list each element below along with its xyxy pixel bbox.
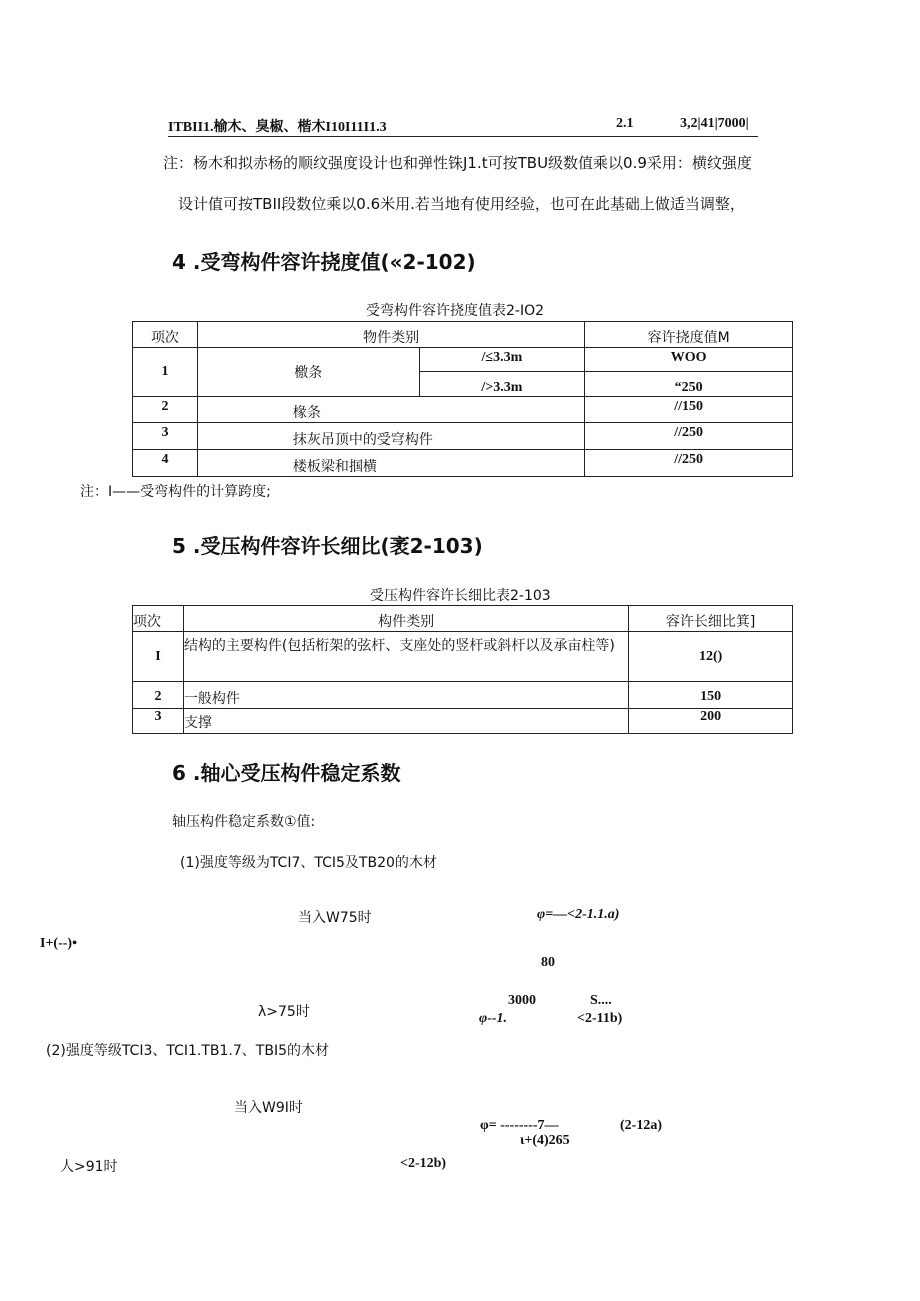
row-2-type: 椽条 [197, 397, 584, 423]
note-line-2: 设计值可按TBII段数位乘以0.6米用.若当地有使用经验，也可在此基础上做适当调整， [178, 195, 745, 213]
row-2-no: 2 [133, 682, 184, 709]
row-3-no: 3 [133, 423, 198, 450]
formula-1-left-term: I+(--)• [40, 936, 77, 951]
row-3-type: 支撑 [183, 709, 628, 734]
row-1-val-a: WOO [585, 348, 793, 372]
subsection-2-title: (2)强度等级TCI3、TCI1.TB1.7、TBI5的木材 [46, 1043, 329, 1059]
formula-2-numerator: 3000 [508, 993, 536, 1008]
subsection-1-title: (1)强度等级为TCI7、TCI5及TB20的木材 [180, 855, 437, 871]
row-3-type: 抹灰吊顶中的受穹构件 [197, 423, 584, 450]
row-3-val: //250 [585, 423, 793, 450]
table-2-102-note: 注：I——受弯构件的计算跨度; [80, 484, 271, 500]
formula-4-condition: 人>91时 [60, 1159, 118, 1175]
table-2-103-caption: 受压构件容许长细比表2-103 [370, 588, 551, 604]
row-2-val: //150 [585, 397, 793, 423]
formula-2-expression: φ--1. [479, 1011, 508, 1026]
row-3-val: 200 [629, 709, 793, 734]
row-2-val: 150 [629, 682, 793, 709]
table-2-102-caption: 受弯构件容许挠度值表2-IO2 [366, 303, 545, 319]
top-table-row [168, 116, 758, 137]
row-1-type: 结构的主要构件(包括桁架的弦杆、支座处的竖杆或斜杆以及承亩柱等) [183, 632, 628, 682]
row-1-val: 12() [629, 632, 793, 682]
section-6-heading: 6 .轴心受压构件稳定系数 [172, 761, 401, 785]
row-3-no: 3 [133, 709, 184, 734]
row-1-no: I [133, 632, 184, 682]
top-row-left: ITBII1.榆木、臭椒、楷木I10I11I1.3 [168, 120, 387, 135]
row-1-val-b: “250 [585, 372, 793, 397]
row-1-type: 檄条 [197, 348, 419, 397]
row-1-sub-b: />3.3m [419, 372, 585, 397]
section-4-heading: 4 .受弯构件容许挠度值(«2-102) [172, 250, 476, 274]
row-4-type: 楼板梁和掴横 [197, 450, 584, 477]
formula-2-s-term: S.... [590, 993, 612, 1008]
top-row-right: 3,2|41|7000| [680, 116, 749, 131]
row-2-type: 一般构件 [183, 682, 628, 709]
formula-4-reference: <2-12b) [400, 1156, 447, 1171]
formula-1-condition: 当入W75时 [298, 910, 372, 926]
header-item-no: 项次 [133, 322, 198, 348]
header-deflection: 容许挠度值M [585, 322, 793, 348]
formula-3-condition: 当入W9I时 [234, 1100, 303, 1116]
section-5-heading: 5 .受压构件容许长细比(袤2-103) [172, 534, 483, 558]
top-row-mid: 2.1 [616, 116, 634, 131]
formula-3-expression: φ= --------7— [480, 1118, 559, 1133]
formula-1-denominator: 80 [541, 955, 555, 970]
formula-2-reference: <2-11b) [577, 1011, 623, 1026]
formula-1-expression: φ=—<2-1.1.a) [537, 907, 620, 922]
header-item-no: 项次 [133, 606, 184, 632]
row-1-no: 1 [133, 348, 198, 397]
section-6-intro: 轴压构件稳定系数①值: [172, 814, 316, 830]
note-line-1: 注：杨木和拟赤杨的顺纹强度设计也和弹性铢J1.t可按TBU级数值乘以0.9采用：横纹强度 [163, 154, 752, 172]
header-member-type: 物件类别 [197, 322, 584, 348]
formula-3-reference: (2-12a) [620, 1118, 662, 1133]
formula-3-denominator: ι+(4)265 [520, 1133, 570, 1148]
row-1-sub-a: /≤3.3m [419, 348, 585, 372]
row-4-val: //250 [585, 450, 793, 477]
table-2-103 [132, 605, 793, 734]
row-2-no: 2 [133, 397, 198, 423]
formula-2-condition: λ>75时 [258, 1004, 310, 1020]
row-4-no: 4 [133, 450, 198, 477]
table-2-102 [132, 321, 793, 477]
header-slenderness: 容许长细比箕] [629, 606, 793, 632]
header-member-type: 构件类别 [183, 606, 628, 632]
